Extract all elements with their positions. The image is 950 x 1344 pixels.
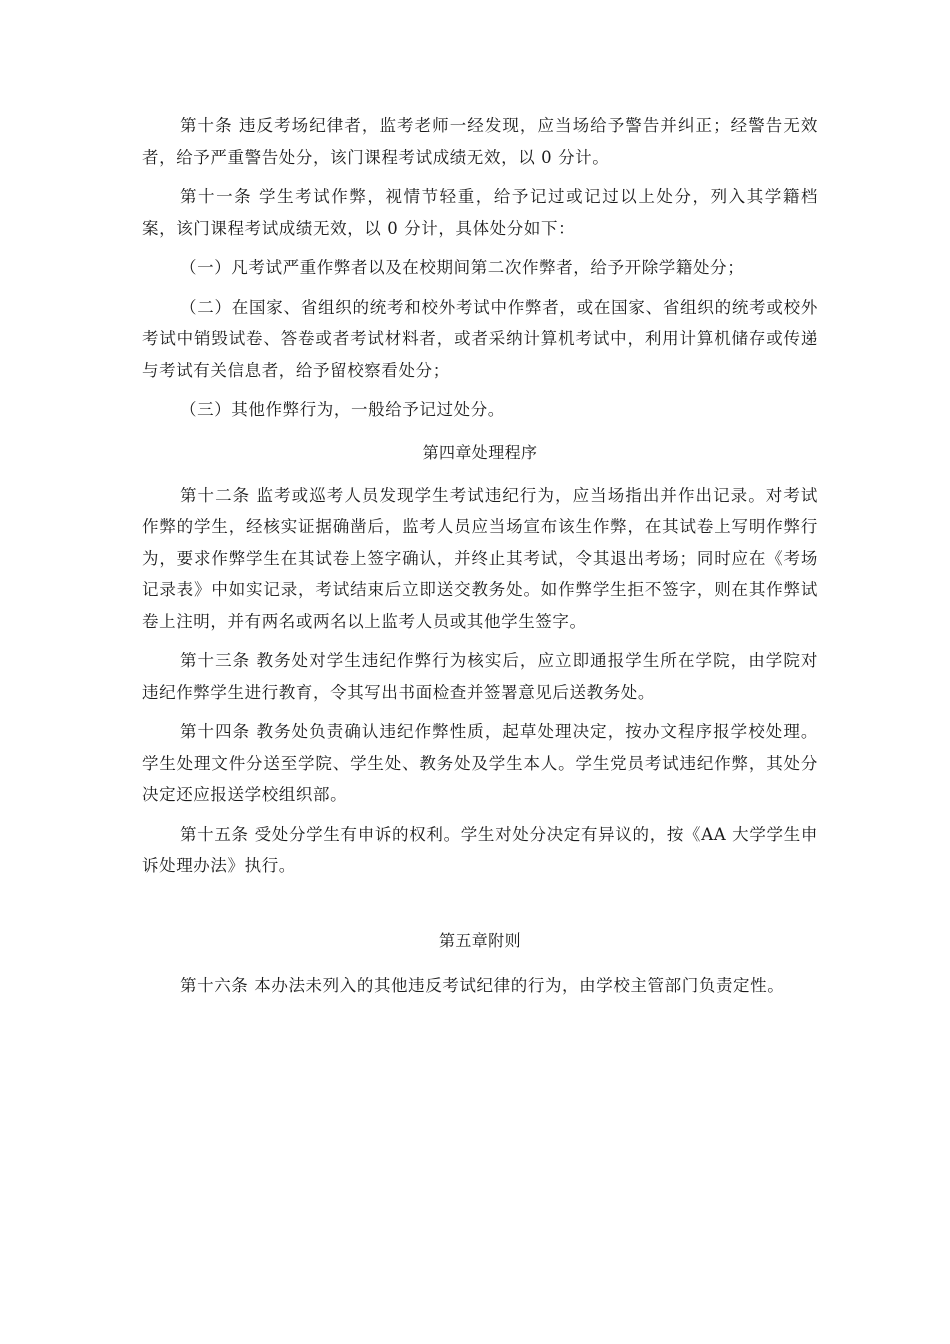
document-body [142,110,818,1001]
chapter-5-title: 第五章附则 [438,930,521,950]
article-16: 第十六条 本办法未列入的其他违反考试纪律的行为，由学校主管部门负责定性。 [180,975,785,995]
article-11: 第十一条 学生考试作弊，视情节轻重，给予记过或记过以上处分，列入其学籍档案，该门课程考试成绩无效，以 0 分计，具体处分如下： [142,187,818,238]
article-12: 第十二条 监考或巡考人员发现学生考试违纪行为，应当场指出并作出记录。对考试作弊的学生，经核实证据确凿后，监考人员应当场宣布该生作弊，在其试卷上写明作弊行为，要求作弊学生在其试卷上签字确认，并终止其考试，令其退出考场；同时应在《考场记录表》中如实记录，考试结束后立即送交教务处。如作弊学生拒不签字，则在其作弊试卷上注明，并有两名或两名以上监考人员或其他学生签字。 [142,485,818,631]
article-14: 第十四条 教务处负责确认违纪作弊性质，起草处理决定，按办文程序报学校处理。学生处理文件分送至学院、学生处、教务处及学生本人。学生党员考试违纪作弊，其处分决定还应报送学校组织部。 [142,722,818,804]
article-11-item-3: （三）其他作弊行为，一般给予记过处分。 [180,400,505,419]
article-13: 第十三条 教务处对学生违纪作弊行为核实后，应立即通报学生所在学院，由学院对违纪作弊学生进行教育，令其写出书面检查并签署意见后送教务处。 [142,651,818,702]
article-15: 第十五条 受处分学生有申诉的权利。学生对处分决定有异议的，按《AA 大学学生申诉处理办法》执行。 [142,824,818,875]
chapter-4-title: 第四章处理程序 [422,442,538,462]
article-10: 第十条 违反考场纪律者，监考老师一经发现，应当场给予警告并纠正；经警告无效者，给予严重警告处分，该门课程考试成绩无效，以 0 分计。 [142,116,818,167]
article-11-item-2: （二）在国家、省组织的统考和校外考试中作弊者，或在国家、省组织的统考或校外考试中销毁试卷、答卷或者考试材料者，或者采纳计算机考试中，利用计算机储存或传递与考试有关信息者，给予留校察看处分； [142,297,818,380]
article-11-item-1: （一）凡考试严重作弊者以及在校期间第二次作弊者，给予开除学籍处分； [180,258,745,277]
